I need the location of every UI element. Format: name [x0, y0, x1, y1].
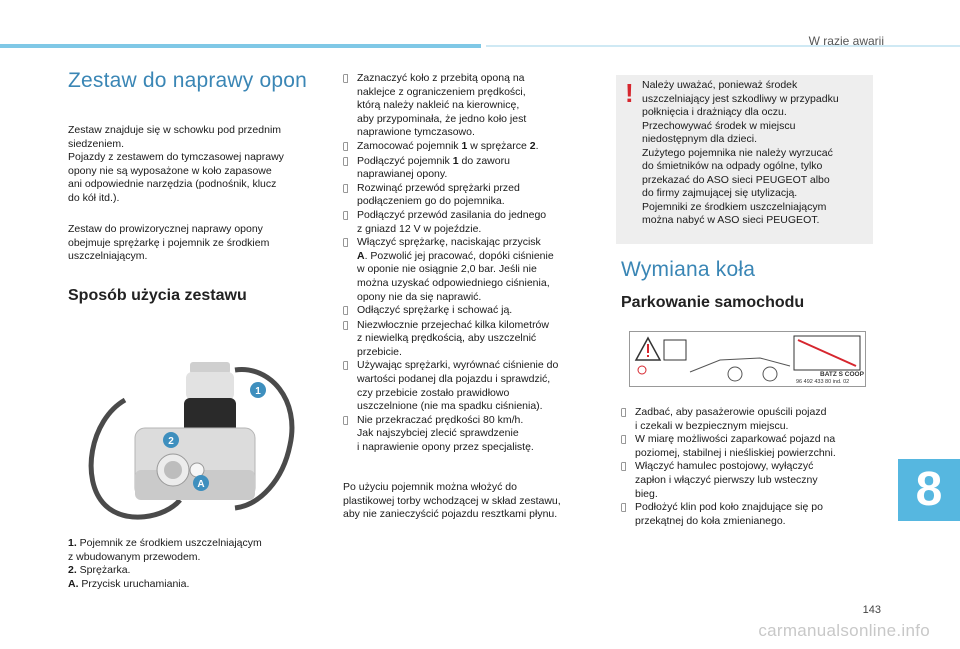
- step-line: przebicie.: [357, 343, 402, 356]
- step-line: Zamocować pojemnik 1 w sprężarce 2.: [357, 139, 539, 152]
- step-line: aby przypominała, że jedno koło jest: [357, 112, 527, 125]
- bullet-icon: [343, 155, 357, 182]
- kit-contents-paragraph: [68, 223, 313, 264]
- kit-contents-line: uszczelniającym.: [68, 250, 148, 263]
- warning-line: Przechowywać środek w miejscu: [642, 119, 796, 132]
- note-line: plastikowej torby wchodzącej w skład zestawu,: [343, 494, 561, 507]
- warning-line: do śmietników na odpady ogólne, tylko: [642, 160, 823, 172]
- bullet-icon: [343, 236, 357, 304]
- warning-box: [616, 75, 873, 244]
- step-line: bieg.: [635, 487, 658, 500]
- repair-kit-illustration: [85, 330, 305, 528]
- step-line: czy przebicie zostało prawidłowo: [357, 384, 510, 397]
- legend-item: [68, 564, 313, 578]
- parking-heading: Parkowanie samochodu: [621, 294, 805, 311]
- usage-heading: Sposób użycia zestawu: [68, 287, 247, 304]
- step-line: Jak najszybciej zlecić sprawdzenie: [357, 425, 519, 438]
- page-number: 143: [862, 604, 881, 616]
- step-line: Włączyć hamulec postojowy, wyłączyć: [635, 460, 814, 473]
- note-line: Po użyciu pojemnik można włożyć do: [343, 481, 517, 493]
- bullet-icon: [343, 414, 357, 455]
- bullet-icon: [621, 433, 635, 460]
- step-item: [343, 155, 603, 182]
- step-line: Nie przekraczać prędkości 80 km/h.: [357, 411, 524, 424]
- intro-line: do kół itd.).: [68, 191, 120, 204]
- jack-label-illustration: [629, 331, 866, 387]
- bullet-icon: [343, 209, 357, 236]
- header-accent-bar: [0, 44, 481, 48]
- label-part-number: 96 492 433 80 ind. 02: [796, 379, 850, 385]
- step-line: uszczelnione (nie ma spadku ciśnienia).: [357, 398, 543, 411]
- header-rule: [486, 45, 960, 47]
- legend-text: Sprężarka.: [76, 564, 131, 577]
- jack-label-drawing: [630, 332, 865, 386]
- step-line: Używając sprężarki, wyrównać ciśnienie do: [357, 357, 559, 370]
- intro-paragraph: [68, 124, 313, 206]
- step-line: zapłon i włączyć pierwszy lub wsteczny: [635, 473, 818, 486]
- manual-book-icon: [664, 340, 686, 360]
- usage-note: [343, 481, 603, 522]
- step-item: [343, 182, 603, 209]
- step-line: Niezwłocznie przejechać kilka kilometrów: [357, 316, 549, 329]
- step-line: w oponie nie osiągnie 2,0 bar. Jeśli nie: [357, 262, 537, 275]
- step-item: [343, 209, 603, 236]
- watermark: carmanualsonline.info: [758, 621, 930, 640]
- step-line: z gniazd 12 V w pojeździe.: [357, 221, 482, 234]
- step-line: Zaznaczyć koło z przebitą oponą na: [357, 72, 525, 84]
- step-line: poziomej, stabilnej i nieśliskiej powierzchni.: [635, 446, 836, 459]
- step-item: [343, 304, 603, 319]
- step-item: [343, 236, 603, 304]
- step-line: wartości podanej dla pojazdu i sprawdzić,: [357, 371, 551, 384]
- wheel-change-title: Wymiana koła: [621, 258, 756, 281]
- legend-item: [68, 578, 313, 592]
- bullet-icon: [343, 140, 357, 155]
- chapter-tab: 8: [898, 459, 960, 521]
- warning-line: przekazać do ASO sieci PEUGEOT albo: [642, 173, 830, 186]
- step-line: Podłączyć pojemnik 1 do zaworu: [357, 153, 510, 166]
- step-line: i czekali w bezpiecznym miejscu.: [635, 419, 789, 432]
- step-item: [621, 433, 876, 460]
- step-line: Podłączyć przewód zasilania do jednego: [357, 207, 547, 220]
- warning-text: [642, 79, 868, 228]
- warning-icon: !: [625, 78, 634, 108]
- bullet-icon: [343, 359, 357, 413]
- note-line: aby nie zanieczyścić pojazdu resztkami płynu.: [343, 508, 558, 521]
- intro-line: ani odpowiednie narzędzia (podnośnik, klucz: [68, 178, 277, 191]
- warning-line: uszczelniający jest szkodliwy w przypadku: [642, 92, 839, 105]
- step-item: [621, 460, 876, 501]
- step-line: Rozwinąć przewód sprężarki przed: [357, 180, 520, 193]
- callout-2-label: 2: [168, 436, 174, 447]
- step-line: z niewielką prędkością, aby uszczelnić: [357, 330, 537, 343]
- legend-item: [68, 537, 313, 551]
- legend-text: Przycisk uruchamiania.: [78, 577, 190, 590]
- bullet-icon: [621, 406, 635, 433]
- page-title: Zestaw do naprawy opon: [68, 69, 308, 92]
- step-line: naprawione tymczasowo.: [357, 126, 475, 139]
- step-item: [343, 72, 603, 140]
- image-legend: [68, 537, 313, 591]
- kit-contents-line: obejmuje sprężarkę i pojemnik ze środkiem: [68, 236, 270, 249]
- warning-line: Należy uważać, ponieważ środek: [642, 79, 798, 91]
- step-line: naprawianej opony.: [357, 167, 448, 180]
- step-item: [343, 140, 603, 155]
- procedure-steps: [343, 72, 603, 455]
- step-item: [343, 316, 603, 360]
- warning-line: Pojemniki ze środkiem uszczelniającym: [642, 200, 827, 213]
- intro-line: opony nie są wyposażone w koło zapasowe: [68, 164, 272, 177]
- legend-number: 2.: [68, 564, 77, 577]
- step-line: którą należy nakleić na kierownicę,: [357, 99, 520, 112]
- warning-line: można nabyć w ASO sieci PEUGEOT.: [642, 214, 820, 226]
- bullet-icon: [343, 304, 357, 319]
- intro-line: Zestaw znajduje się w schowku pod przednim: [68, 124, 282, 136]
- step-line: Odłączyć sprężarkę i schować ją.: [357, 303, 513, 316]
- step-item: [621, 501, 876, 528]
- bullet-icon: [621, 501, 635, 528]
- step-line: Włączyć sprężarkę, naciskając przycisk: [357, 235, 541, 248]
- step-line: A. Pozwolić jej pracować, dopóki ciśnienie: [357, 248, 554, 261]
- bullet-icon: [621, 460, 635, 501]
- callout-a-label: A: [197, 479, 205, 490]
- legend-number: 1.: [68, 537, 77, 549]
- step-item: [343, 359, 603, 413]
- bullet-icon: [343, 182, 357, 209]
- step-item: [621, 406, 876, 433]
- step-line: naklejce z ograniczeniem prędkości,: [357, 85, 526, 98]
- step-item: [343, 411, 603, 455]
- legend-text: Pojemnik ze środkiem uszczelniającym: [76, 537, 262, 549]
- legend-text: z wbudowanym przewodem.: [68, 550, 201, 563]
- section-title: W razie awarii: [808, 34, 884, 48]
- step-line: Podłożyć klin pod koło znajdujące się po: [635, 501, 823, 514]
- callout-1-label: 1: [255, 386, 261, 397]
- step-line: opony nie da się naprawić.: [357, 289, 482, 302]
- parking-steps: [621, 406, 876, 528]
- warning-line: połknięcia i drażniący dla oczu.: [642, 106, 787, 118]
- bullet-icon: [343, 319, 357, 360]
- step-line: przekątnej do koła zmienianego.: [635, 514, 786, 527]
- step-line: Zadbać, aby pasażerowie opuścili pojazd: [635, 406, 827, 418]
- bullet-icon: [343, 72, 357, 140]
- legend-number: A.: [68, 577, 79, 590]
- warning-line: niedostępnym dla dzieci.: [642, 133, 757, 145]
- kit-contents-line: Zestaw do prowizorycznej naprawy opony: [68, 223, 263, 235]
- label-maker: BATZ S COOP: [820, 371, 864, 378]
- step-line: podłączeniem go do pojemnika.: [357, 194, 505, 207]
- step-line: można uzyskać odpowiedniego ciśnienia,: [357, 275, 550, 288]
- intro-line: Pojazdy z zestawem do tymczasowej naprawy: [68, 151, 284, 164]
- intro-line: siedzeniem.: [68, 137, 125, 150]
- warning-line: Zużytego pojemnika nie należy wyrzucać: [642, 146, 833, 159]
- step-line: W miarę możliwości zaparkować pojazd na: [635, 433, 836, 446]
- warning-line: do firmy zajmującej się utylizacją.: [642, 187, 798, 199]
- step-line: i naprawienie opony przez specjalistę.: [357, 439, 534, 452]
